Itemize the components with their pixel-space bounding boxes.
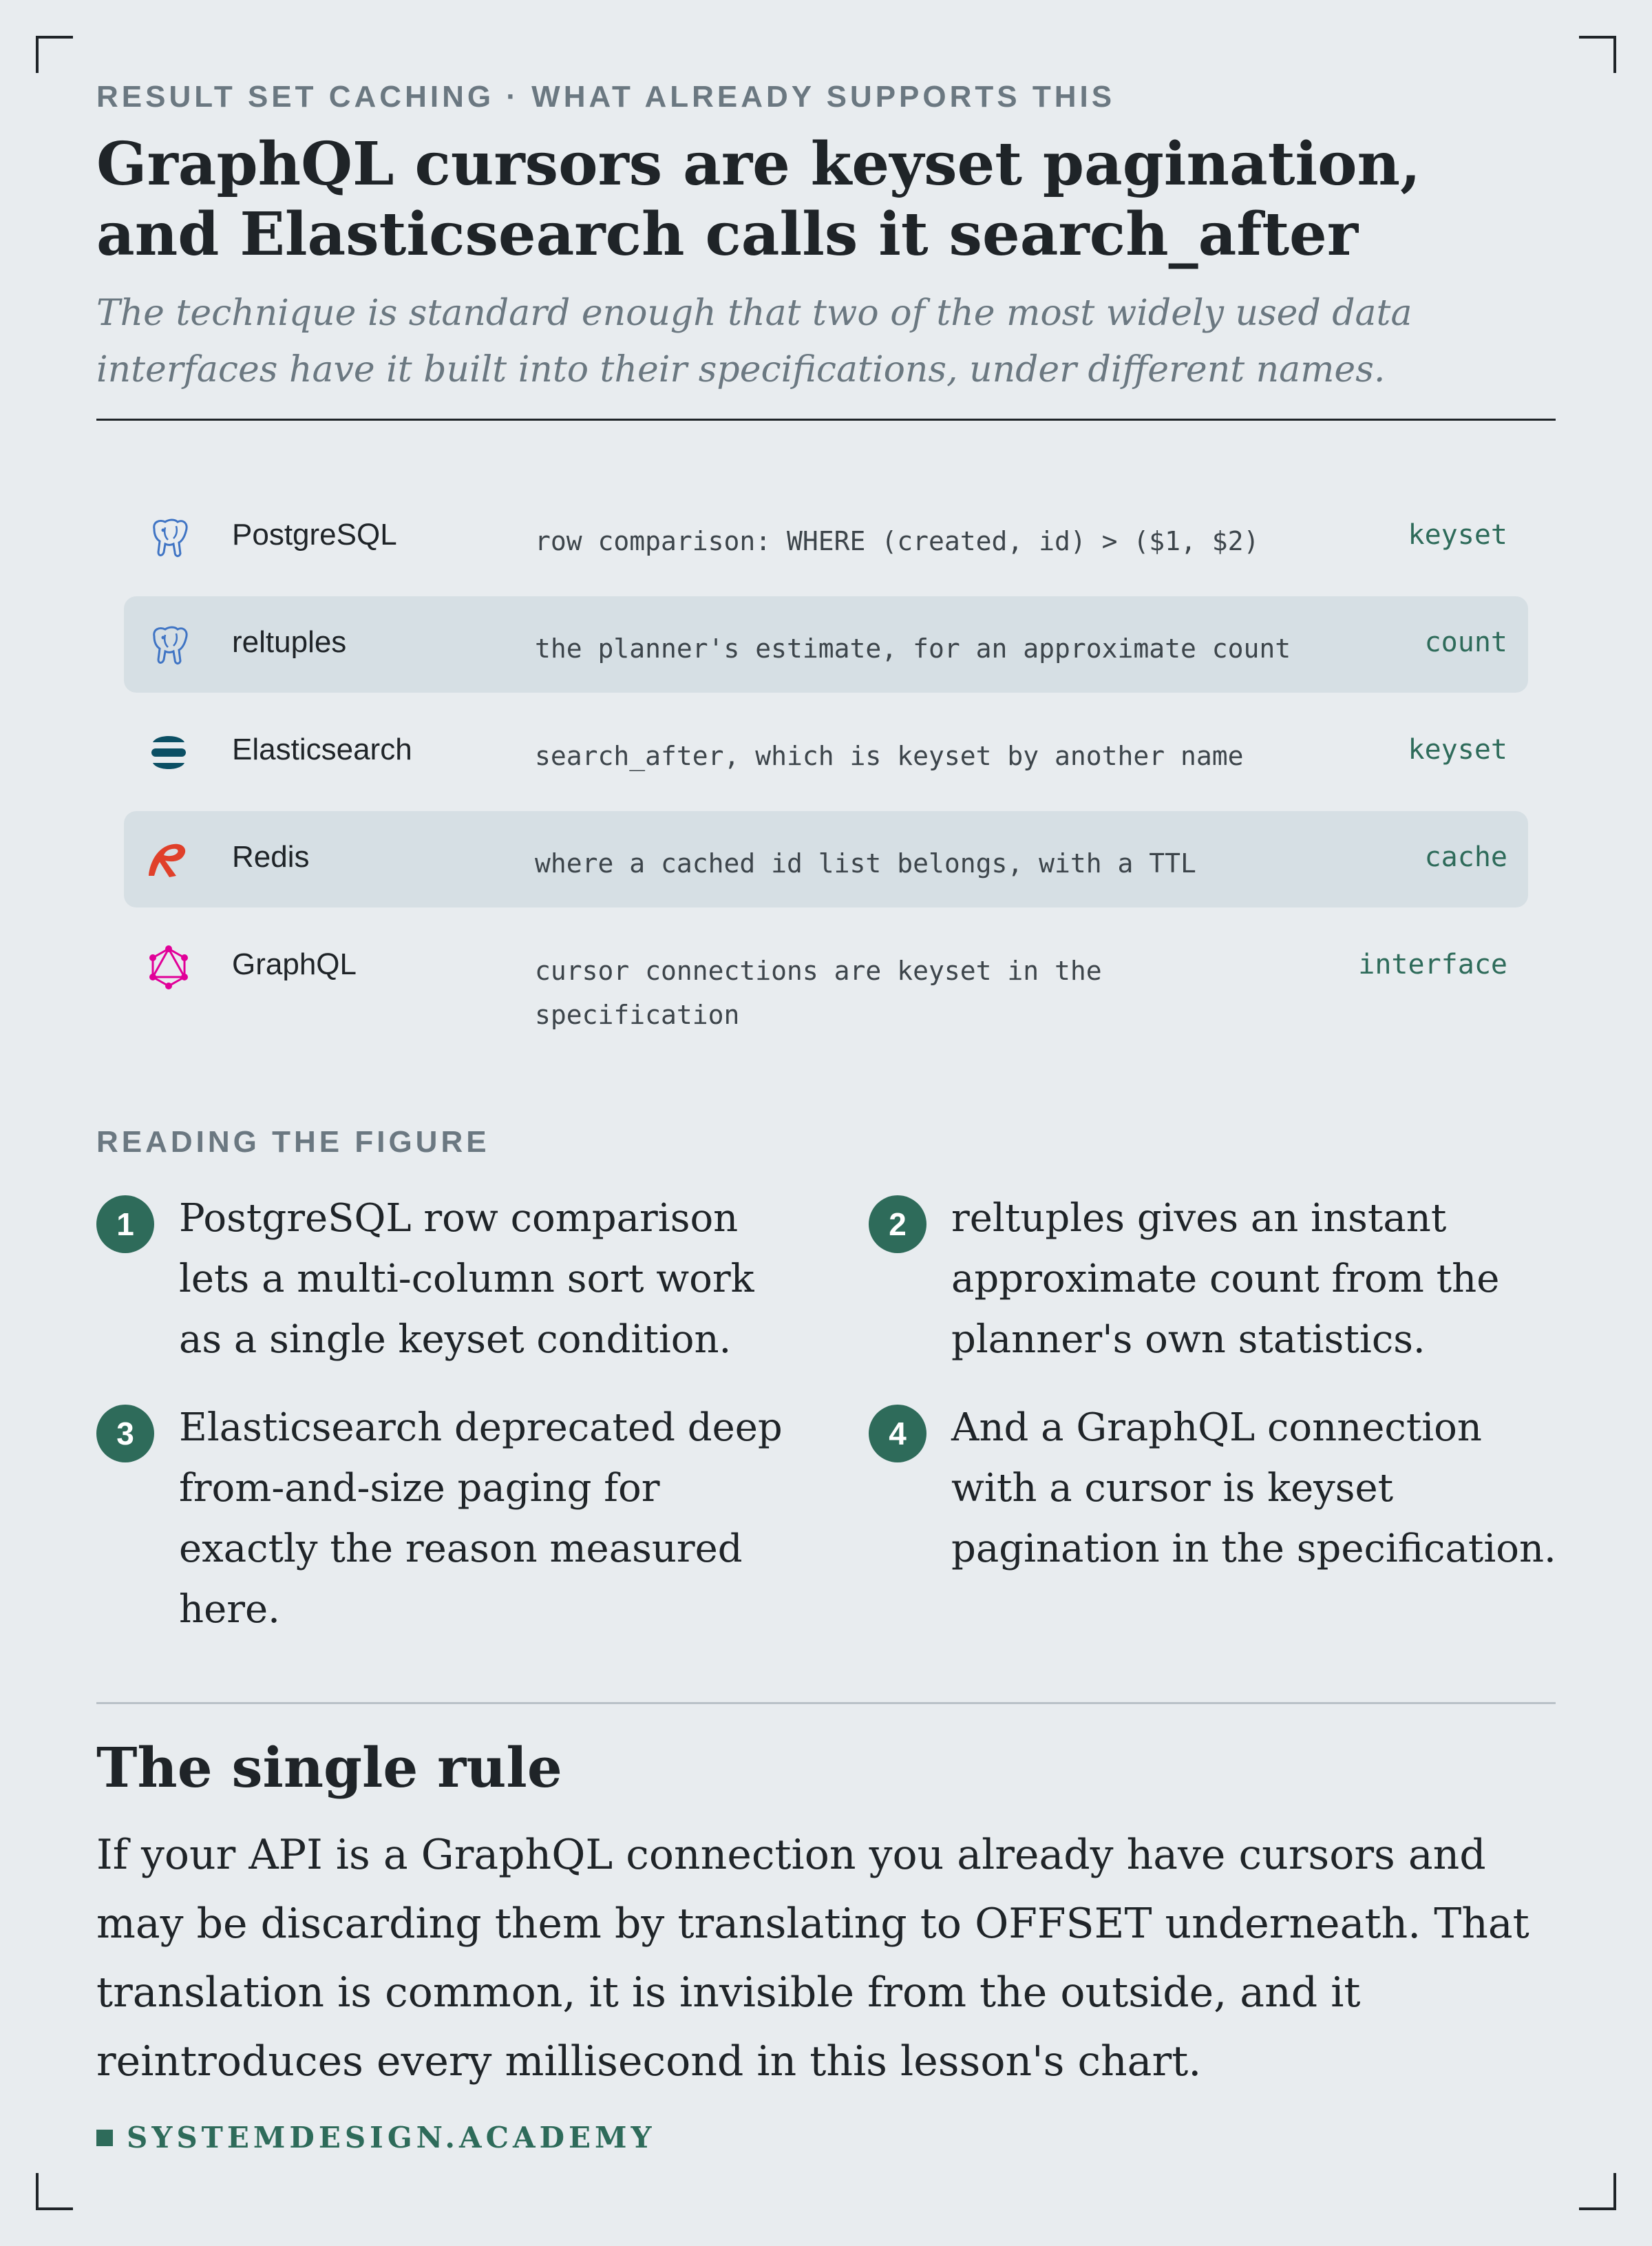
row-tag: cache [1424,841,1507,873]
row-name: GraphQL [232,947,357,981]
divider [96,419,1556,421]
divider [96,1702,1556,1704]
corner-mark-bottom-right [1579,2173,1616,2210]
note-number-badge: 4 [869,1405,926,1462]
note-text: Elasticsearch deprecated deep from-and-size paging for exactly the reason measured here. [179,1405,783,1632]
table-row [124,596,1528,693]
table-row [124,704,1528,800]
corner-mark-bottom-left [36,2173,73,2210]
row-name: reltuples [232,625,347,659]
note-text: PostgreSQL row comparison lets a multi-column sort work as a single keyset condition. [179,1196,754,1362]
postgresql-elephant-icon [145,514,193,562]
note-text: reltuples gives an instant approximate count from the planner's own statistics. [951,1196,1500,1362]
note-text: And a GraphQL connection with a cursor is keyset pagination in the specification. [951,1405,1556,1571]
row-description: cursor connections are keyset in the specification [535,956,1102,1030]
table-row [124,811,1528,907]
row-name: PostgreSQL [232,518,397,552]
elasticsearch-logo-icon [145,728,193,777]
table-row [124,919,1528,1036]
note-number-badge: 2 [869,1195,926,1253]
row-description: search_after, which is keyset by another name [535,741,1244,771]
row-description: the planner's estimate, for an approximate count [535,633,1291,664]
redis-logo-icon [145,836,193,884]
row-description: row comparison: WHERE (created, id) > ($1, $2) [535,526,1260,556]
row-tag: interface [1358,949,1507,980]
rule-body: If your API is a GraphQL connection you already have cursors and may be discarding them by translating to OFFSET underneath. That translation is common, it is invisible from the outside, and it reintroduces every millisecond in this lesson's chart. [96,1831,1529,2086]
corner-mark-top-left [36,36,73,73]
page-title: GraphQL cursors are keyset pagination, and Elasticsearch calls it search_after [96,129,1421,269]
note-number-badge: 1 [96,1195,154,1253]
postgresql-elephant-icon [145,621,193,669]
support-table [124,489,1528,1047]
corner-mark-top-right [1579,36,1616,73]
footer [96,2121,656,2154]
row-description: where a cached id list belongs, with a TTL [535,848,1196,879]
row-name: Redis [232,840,310,874]
reading-label: READING THE FIGURE [96,1125,490,1159]
row-tag: keyset [1408,519,1507,551]
eyebrow: RESULT SET CACHING · WHAT ALREADY SUPPORTS THIS [96,80,1116,114]
row-tag: count [1424,627,1507,658]
rule-heading: The single rule [96,1735,562,1800]
brand-square-icon [96,2130,113,2146]
table-row [124,489,1528,585]
footer-brand: SYSTEMDESIGN.ACADEMY [127,2121,656,2154]
row-name: Elasticsearch [232,733,412,766]
graphql-logo-icon [145,943,193,991]
note-number-badge: 3 [96,1405,154,1462]
page-subtitle: The technique is standard enough that two of the most widely used data interfaces have it built into their specifications, under different names. [96,293,1412,390]
row-tag: keyset [1408,734,1507,766]
